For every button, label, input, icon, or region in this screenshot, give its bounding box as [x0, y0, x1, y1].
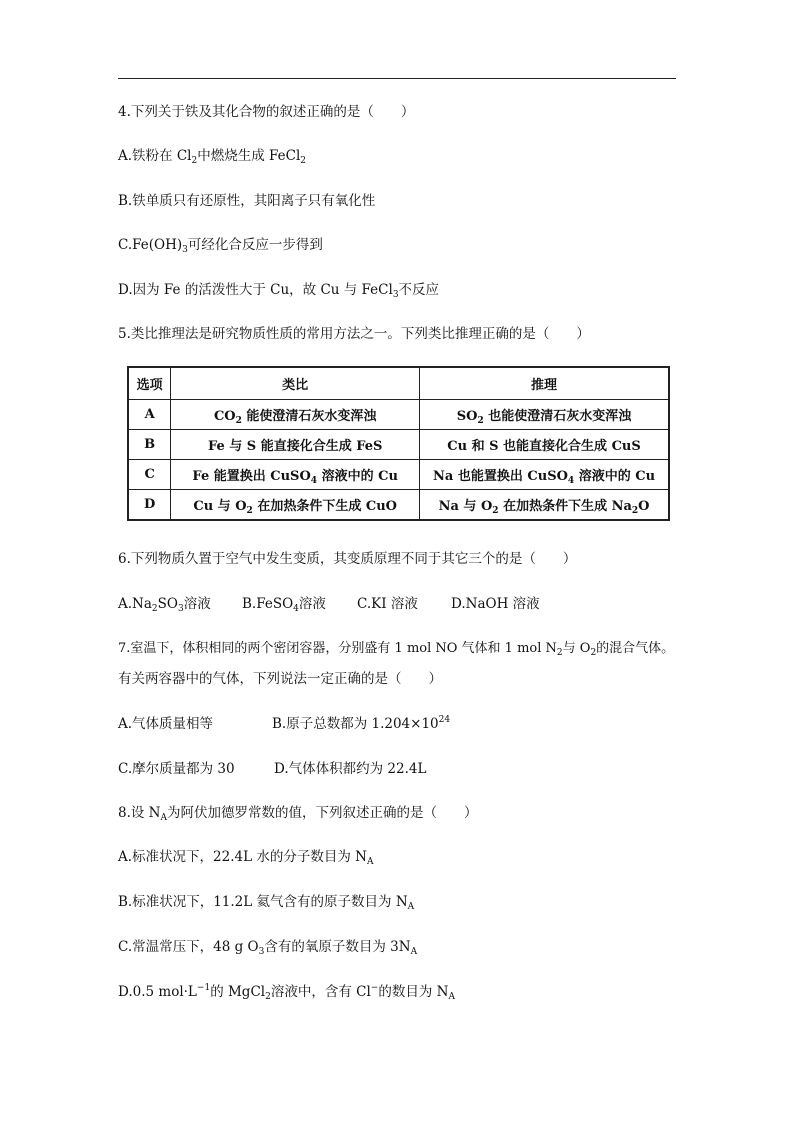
table-cell-analogy: Fe 与 S 能直接化合生成 FeS	[171, 430, 420, 460]
q7-option-c: C.摩尔质量都为 30	[118, 761, 235, 777]
analogy-table	[127, 366, 670, 521]
table-cell-inference: Cu 和 S 也能直接化合生成 CuS	[420, 430, 669, 460]
q7-option-a: A.气体质量相等	[118, 716, 214, 732]
q8-option-d: D.0.5 $mol\cdot L^{-1}$的 MgCl$_2$溶液中，含有 Cl−的数目为 $N_A$	[118, 983, 455, 1002]
q8-option-b: B.标准状况下，11.2L 氦气含有的原子数目为 $N_A$	[118, 894, 415, 912]
table-cell-inference: Na 与 $O_2$ 在加热条件下生成 $Na_2O$	[420, 490, 669, 521]
q7-option-d: D.气体体积都约为 22.4L	[274, 761, 427, 777]
q6-stem: 6.下列物质久置于空气中发生变质，其变质原理不同于其它三个的是（ ）	[118, 551, 577, 567]
table-header: 类比	[171, 367, 420, 400]
table-cell-option: B	[128, 430, 171, 460]
table-cell-inference: $SO_2$ 也能使澄清石灰水变浑浊	[420, 400, 669, 430]
q6-option-a: $A.Na_2SO_3$溶液	[118, 596, 211, 614]
q7-options-ab	[118, 715, 450, 733]
table-header: 选项	[128, 367, 171, 400]
table-cell-option: D	[128, 490, 171, 521]
q4-stem: 4.下列关于铁及其化合物的叙述正确的是（ ）	[118, 104, 415, 120]
table-cell-option: C	[128, 460, 171, 490]
table-cell-option: A	[128, 400, 171, 430]
q6-option-b: B.FeSO$_4$溶液	[242, 596, 326, 614]
q7-options-cd	[118, 760, 426, 778]
q5-stem: 5.类比推理法是研究物质性质的常用方法之一。下列类比推理正确的是（ ）	[118, 326, 590, 342]
q6-option-d: D.NaOH 溶液	[451, 596, 540, 612]
q6-option-c: C.KI 溶液	[357, 596, 418, 612]
table-cell-analogy: Fe 能置换出 CuSO$_4$ 溶液中的 Cu	[171, 460, 420, 490]
top-rule	[118, 78, 676, 79]
table-row	[128, 460, 669, 490]
q8-option-a: A.标准状况下，22.4L 水的分子数目为 $N_A$	[118, 849, 374, 867]
q6-options	[118, 595, 540, 613]
q8-stem: 8.设 $N_A$为阿伏加德罗常数的值，下列叙述正确的是（ ）	[118, 805, 478, 823]
table-header-row	[128, 367, 669, 400]
q4-option-a: A.铁粉在 $Cl_2$中燃烧生成 FeCl$_2$	[118, 148, 307, 166]
q7-stem-line2: 有关两容器中的气体，下列说法一定正确的是（ ）	[118, 671, 442, 687]
table-cell-analogy: Cu 与 $O_2$ 在加热条件下生成 CuO	[171, 490, 420, 521]
table-row	[128, 400, 669, 430]
q4-option-d: D.因为 Fe 的活泼性大于 Cu，故 Cu 与 FeCl$_3$不反应	[118, 282, 440, 300]
table-row	[128, 430, 669, 460]
q4-option-b: B.铁单质只有还原性，其阳离子只有氧化性	[118, 193, 376, 209]
q4-option-c: $C.Fe(OH)_3$可经化合反应一步得到	[118, 237, 323, 255]
q7-option-b: B.原子总数都为 $1.204\times 10^{24}$	[272, 715, 451, 732]
q8-option-c: C.常温常压下，48 g $O_3$含有的氧原子数目为 $3N_A$	[118, 939, 418, 957]
q7-stem-line1: 7.室温下，体积相同的两个密闭容器，分别盛有 1 mol NO 气体和 1 mol $N_2$与 $O_2$的混合气体。	[118, 641, 675, 658]
table-header: 推理	[420, 367, 669, 400]
table-cell-inference: Na 也能置换出 CuSO$_4$ 溶液中的 Cu	[420, 460, 669, 490]
table-cell-analogy: $CO_2$ 能使澄清石灰水变浑浊	[171, 400, 420, 430]
table-row	[128, 490, 669, 521]
